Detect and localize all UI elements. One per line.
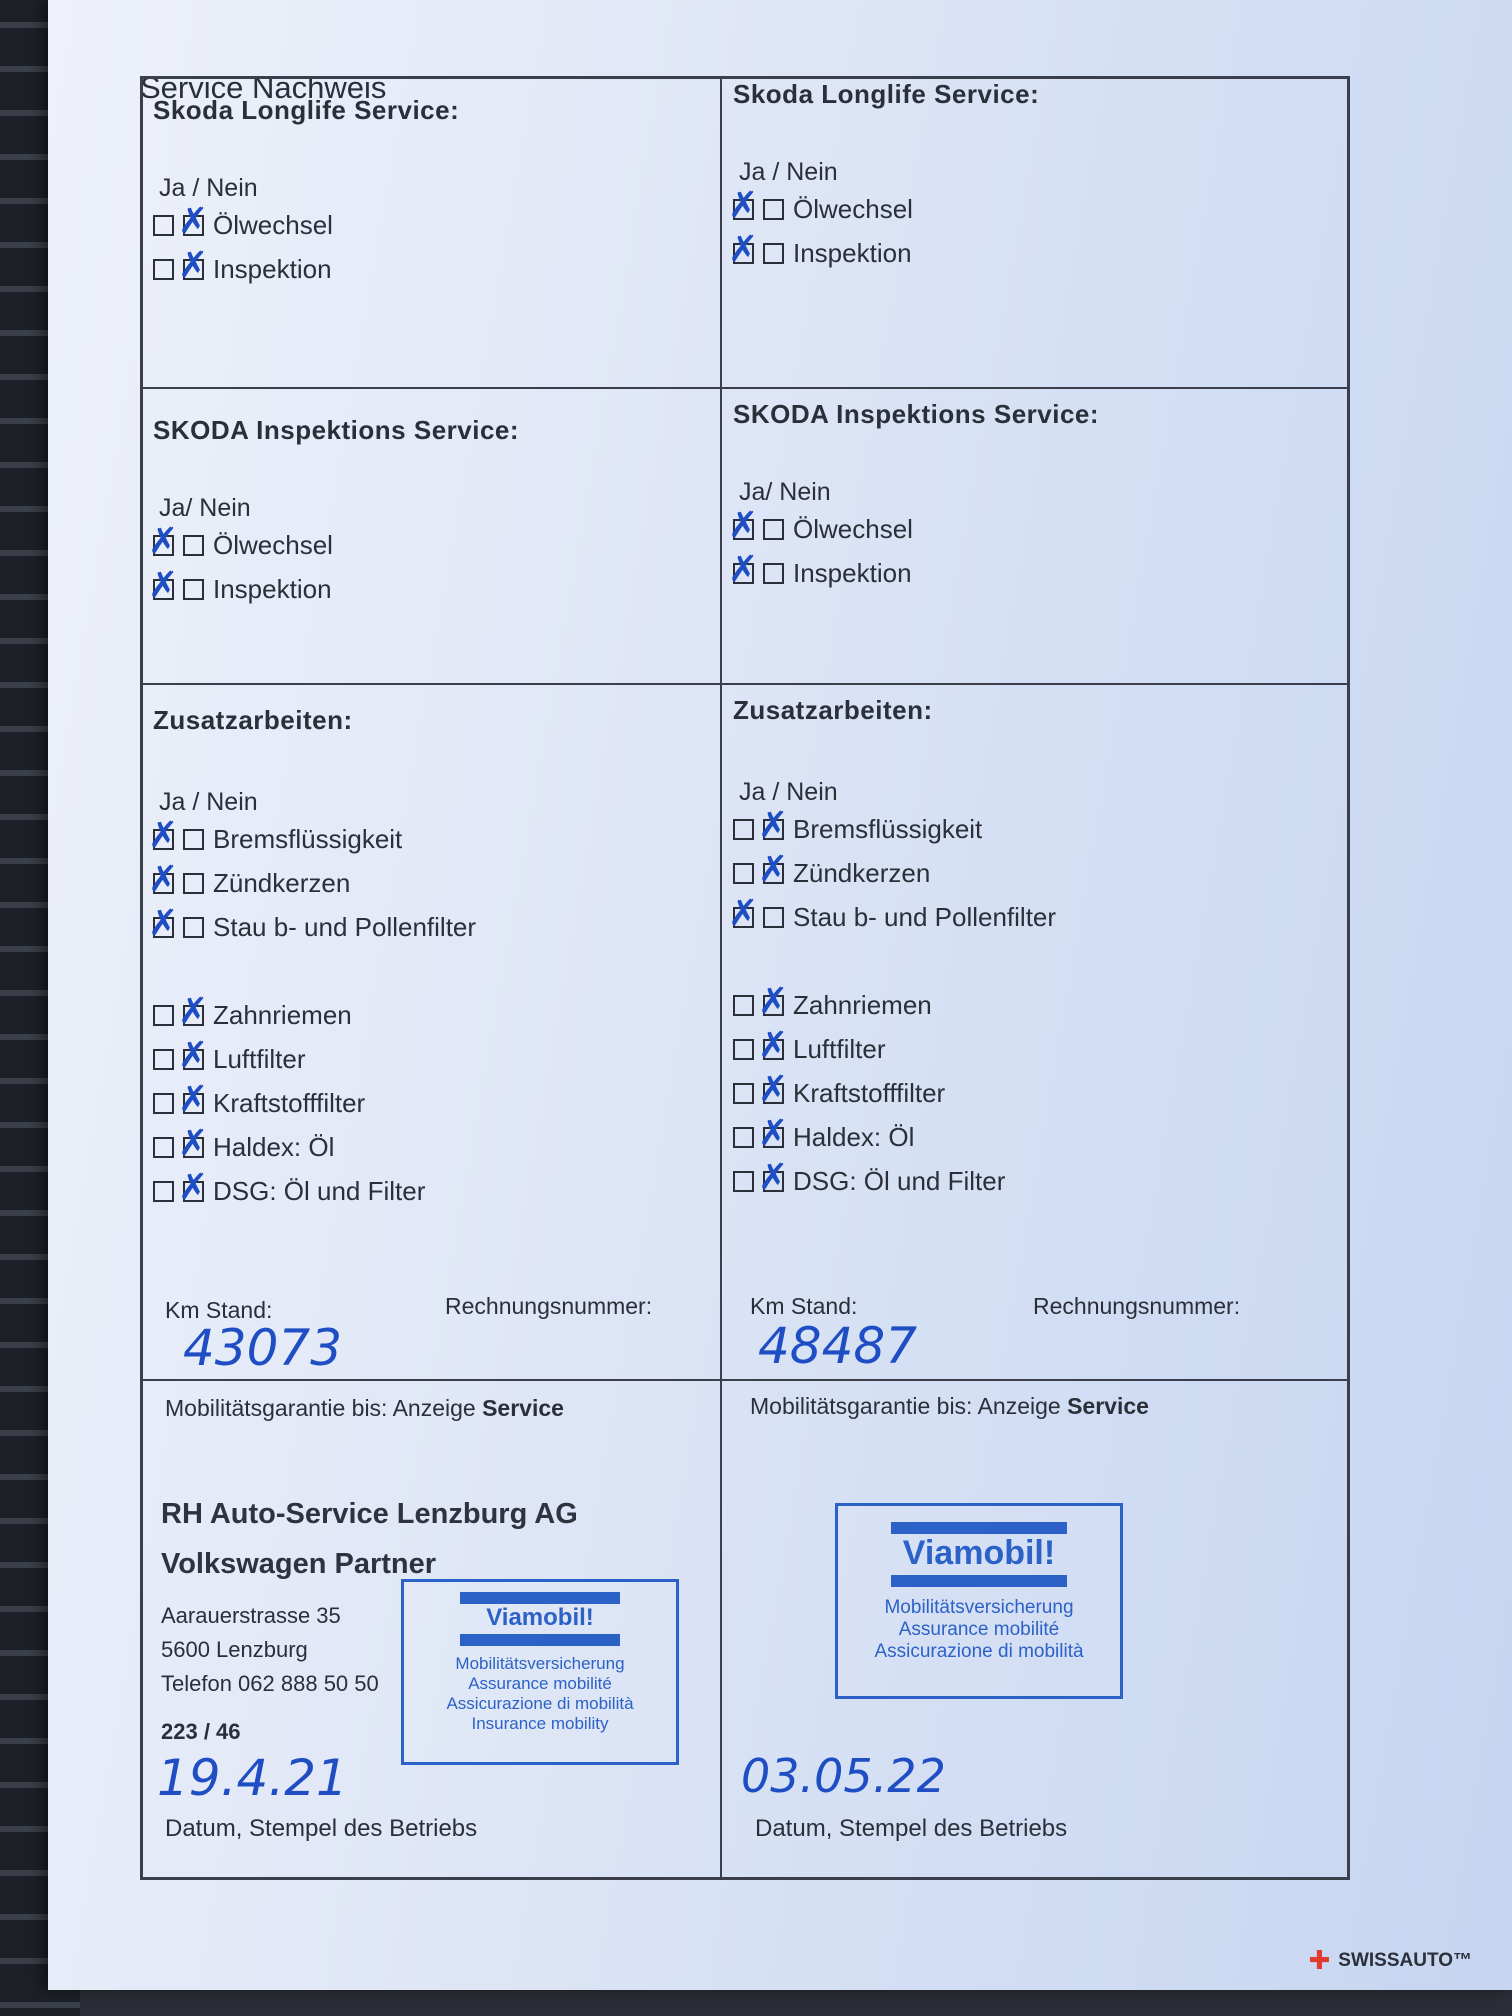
checkbox-nein-checked[interactable] <box>763 995 784 1016</box>
checkbox-ja[interactable] <box>733 1171 754 1192</box>
checkbox-ja-checked[interactable] <box>153 535 174 556</box>
checkbox-row <box>733 851 1333 895</box>
checkbox-ja[interactable] <box>733 1127 754 1148</box>
viamobil-stamp <box>835 1503 1123 1699</box>
checkbox-nein[interactable] <box>183 829 204 850</box>
checkbox-ja[interactable] <box>153 1137 174 1158</box>
page-title: Service Nachweis <box>140 70 387 105</box>
checkbox-ja-checked[interactable] <box>733 519 754 540</box>
checkbox-row <box>153 1081 703 1125</box>
item-label: Stau b- und Pollenfilter <box>793 901 1057 932</box>
stamp-line: Assicurazione di mobilità <box>874 1641 1084 1662</box>
checkbox-row <box>733 1071 1333 1115</box>
checkbox-row-oil <box>153 523 703 567</box>
checkbox-nein[interactable] <box>763 243 784 264</box>
footer-label: Datum, Stempel des Betriebs <box>755 1815 1068 1842</box>
checkbox-ja-checked[interactable] <box>733 907 754 928</box>
checkbox-nein-checked[interactable] <box>183 259 204 280</box>
checkbox-ja[interactable] <box>153 1005 174 1026</box>
zusatz-right <box>733 695 1333 1203</box>
stamp-line: Mobilitätsversicherung <box>884 1597 1074 1618</box>
item-label: Inspektion <box>793 237 912 268</box>
checkbox-row-oil <box>733 507 1333 551</box>
stamp-bar <box>460 1592 620 1604</box>
checkbox-nein[interactable] <box>183 917 204 938</box>
checkbox-row <box>153 1125 703 1169</box>
inspektions-heading: SKODA Inspektions Service: <box>733 399 1100 429</box>
checkbox-ja[interactable] <box>153 1093 174 1114</box>
checkbox-ja-checked[interactable] <box>153 873 174 894</box>
inspektions-right <box>733 399 1333 595</box>
ja-nein-label: Ja / Nein <box>159 788 258 816</box>
checkbox-row-oil <box>733 187 1333 231</box>
km-label: Km Stand: <box>750 1293 858 1319</box>
checkbox-nein-checked[interactable] <box>183 1181 204 1202</box>
ja-nein-label: Ja / Nein <box>159 174 258 202</box>
checkbox-nein-checked[interactable] <box>183 215 204 236</box>
checkbox-row <box>733 983 1333 1027</box>
checkbox-nein-checked[interactable] <box>763 1039 784 1060</box>
checkbox-ja[interactable] <box>733 995 754 1016</box>
item-label: DSG: Öl und Filter <box>793 1165 1006 1196</box>
checkbox-nein[interactable] <box>763 907 784 928</box>
stamp-line: Assicurazione di mobilità <box>446 1694 634 1713</box>
checkbox-ja[interactable] <box>733 819 754 840</box>
checkbox-nein-checked[interactable] <box>183 1093 204 1114</box>
stamp-line: Assurance mobilité <box>468 1674 612 1693</box>
item-label: Haldex: Öl <box>793 1121 915 1152</box>
ja-nein-label: Ja / Nein <box>739 778 838 806</box>
checkbox-row-inspektion <box>153 247 703 291</box>
km-value-handwritten: 43073 <box>183 1319 343 1377</box>
checkbox-row <box>153 993 703 1037</box>
zusatz-left <box>153 705 703 1213</box>
checkbox-row-inspektion <box>153 567 703 611</box>
anzeige-label: Anzeige <box>392 1395 476 1421</box>
stamp-line: Assurance mobilité <box>898 1619 1060 1640</box>
checkbox-ja-checked[interactable] <box>153 829 174 850</box>
item-label: Ölwechsel <box>213 209 333 240</box>
stamp-bar <box>891 1522 1067 1534</box>
zusatz-heading: Zusatzarbeiten: <box>733 695 933 725</box>
stamp-brand: Viamobil! <box>486 1604 594 1631</box>
checkbox-ja-checked[interactable] <box>733 199 754 220</box>
checkbox-nein[interactable] <box>183 873 204 894</box>
checkbox-nein[interactable] <box>763 199 784 220</box>
checkbox-nein[interactable] <box>183 579 204 600</box>
mobility-label: Mobilitätsgarantie bis: <box>165 1395 388 1421</box>
item-label: Stau b- und Pollenfilter <box>213 911 477 942</box>
item-label: Bremsflüssigkeit <box>213 823 403 854</box>
checkbox-row <box>153 905 703 949</box>
checkbox-ja[interactable] <box>153 1049 174 1070</box>
mobility-row <box>750 1393 1149 1420</box>
item-label: Ölwechsel <box>793 193 913 224</box>
stamp-bar <box>460 1634 620 1646</box>
garage-name: RH Auto-Service Lenzburg AG <box>161 1498 578 1530</box>
checkbox-row-oil <box>153 203 703 247</box>
item-label: Inspektion <box>793 557 912 588</box>
checkbox-row <box>733 1159 1333 1203</box>
checkbox-ja[interactable] <box>733 863 754 884</box>
inspektions-heading: SKODA Inspektions Service: <box>153 415 520 445</box>
service-label: Service <box>482 1395 564 1421</box>
checkbox-ja-checked[interactable] <box>733 563 754 584</box>
checkbox-ja[interactable] <box>153 215 174 236</box>
checkbox-row <box>153 1037 703 1081</box>
stamp-bar <box>891 1575 1067 1587</box>
stamp-brand: Viamobil! <box>902 1534 1056 1572</box>
item-label: Inspektion <box>213 253 332 284</box>
checkbox-nein-checked[interactable] <box>763 819 784 840</box>
item-label: Luftfilter <box>213 1043 306 1074</box>
item-label: Ölwechsel <box>793 513 913 544</box>
item-label: Zahnriemen <box>793 989 932 1020</box>
mobility-row <box>165 1395 564 1422</box>
checkbox-row <box>733 807 1333 851</box>
item-label: Kraftstofffilter <box>213 1087 366 1118</box>
row-divider <box>143 1379 1347 1381</box>
checkbox-row <box>733 895 1333 939</box>
watermark <box>1308 1946 1472 1976</box>
checkbox-ja[interactable] <box>733 1083 754 1104</box>
stamp-line: Insurance mobility <box>471 1714 609 1733</box>
km-label: Km Stand: <box>165 1297 273 1323</box>
checkbox-row-inspektion <box>733 231 1333 275</box>
checkbox-row <box>153 1169 703 1213</box>
row-divider <box>143 683 1347 685</box>
item-label: Zündkerzen <box>213 867 351 898</box>
anzeige-label: Anzeige <box>977 1393 1061 1419</box>
checkbox-nein[interactable] <box>763 563 784 584</box>
checkbox-ja[interactable] <box>153 259 174 280</box>
checkbox-nein-checked[interactable] <box>183 1137 204 1158</box>
mobility-label: Mobilitätsgarantie bis: <box>750 1393 973 1419</box>
item-label: Kraftstofffilter <box>793 1077 946 1108</box>
garage-street: Aarauerstrasse 35 <box>161 1603 341 1628</box>
item-label: Haldex: Öl <box>213 1131 335 1162</box>
checkbox-nein[interactable] <box>183 535 204 556</box>
km-value-handwritten: 48487 <box>758 1317 918 1375</box>
date-handwritten: 03.05.22 <box>741 1749 946 1803</box>
item-label: DSG: Öl und Filter <box>213 1175 426 1206</box>
checkbox-nein-checked[interactable] <box>763 1171 784 1192</box>
row-divider <box>143 387 1347 389</box>
garage-partner: Volkswagen Partner <box>161 1548 437 1580</box>
checkbox-row <box>733 1027 1333 1071</box>
watermark-text: SWISSAUTO™ <box>1338 1950 1472 1971</box>
longlife-heading: Skoda Longlife Service: <box>153 95 460 125</box>
checkbox-nein-checked[interactable] <box>763 863 784 884</box>
checkbox-ja-checked[interactable] <box>153 917 174 938</box>
checkbox-row <box>153 817 703 861</box>
item-label: Ölwechsel <box>213 529 333 560</box>
swissauto-logo-icon: ✚ <box>1308 1946 1331 1976</box>
checkbox-nein-checked[interactable] <box>183 1005 204 1026</box>
checkbox-ja-checked[interactable] <box>153 579 174 600</box>
service-label: Service <box>1067 1393 1149 1419</box>
garage-phone: Telefon 062 888 50 50 <box>161 1671 379 1696</box>
checkbox-nein[interactable] <box>763 519 784 540</box>
ja-nein-label: Ja/ Nein <box>739 478 831 506</box>
footer-label: Datum, Stempel des Betriebs <box>165 1815 478 1842</box>
checkbox-row <box>733 1115 1333 1159</box>
checkbox-nein-checked[interactable] <box>183 1049 204 1070</box>
rechnung-label: Rechnungsnummer: <box>1033 1293 1241 1319</box>
checkbox-row <box>153 861 703 905</box>
item-label: Zündkerzen <box>793 857 931 888</box>
inspektions-left <box>153 415 703 611</box>
item-label: Zahnriemen <box>213 999 352 1030</box>
garage-city: 5600 Lenzburg <box>161 1637 308 1662</box>
date-handwritten: 19.4.21 <box>157 1749 348 1807</box>
ja-nein-label: Ja / Nein <box>739 158 838 186</box>
checkbox-ja[interactable] <box>153 1181 174 1202</box>
garage-code: 223 / 46 <box>161 1719 241 1744</box>
longlife-right <box>733 79 1333 275</box>
longlife-heading: Skoda Longlife Service: <box>733 79 1040 109</box>
stamp-line: Mobilitätsversicherung <box>455 1654 625 1673</box>
item-label: Bremsflüssigkeit <box>793 813 983 844</box>
item-label: Inspektion <box>213 573 332 604</box>
longlife-left <box>153 95 703 291</box>
rechnung-label: Rechnungsnummer: <box>445 1293 653 1319</box>
checkbox-nein-checked[interactable] <box>763 1127 784 1148</box>
checkbox-ja-checked[interactable] <box>733 243 754 264</box>
ja-nein-label: Ja/ Nein <box>159 494 251 522</box>
column-divider <box>720 79 722 1877</box>
zusatz-heading: Zusatzarbeiten: <box>153 705 353 735</box>
viamobil-stamp <box>401 1579 679 1765</box>
service-table <box>140 76 1350 1880</box>
checkbox-row-inspektion <box>733 551 1333 595</box>
checkbox-nein-checked[interactable] <box>763 1083 784 1104</box>
item-label: Luftfilter <box>793 1033 886 1064</box>
checkbox-ja[interactable] <box>733 1039 754 1060</box>
